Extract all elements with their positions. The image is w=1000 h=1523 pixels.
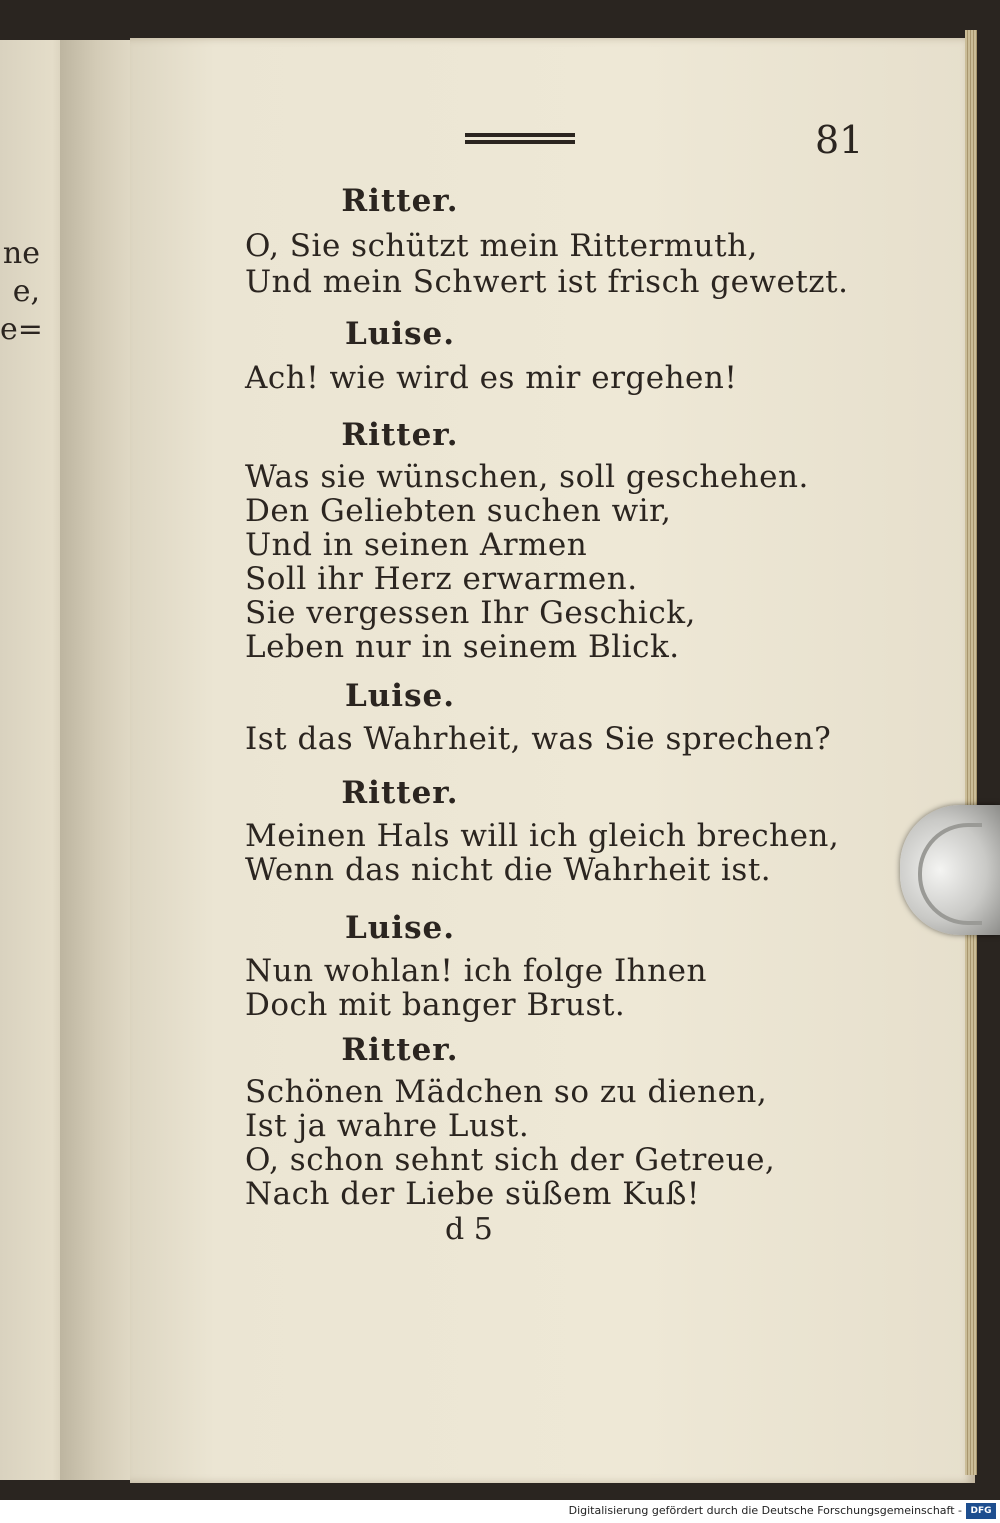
verse-line: Ist das Wahrheit, was Sie sprechen? bbox=[245, 721, 832, 757]
funding-credit: Digitalisierung gefördert durch die Deutsche Forschungsgemeinschaft - bbox=[568, 1504, 962, 1517]
speaker-label: Ritter. bbox=[341, 1032, 459, 1068]
left-page-text-fragments bbox=[0, 235, 43, 349]
page-clip bbox=[900, 805, 1000, 935]
footer-bar bbox=[0, 1500, 1000, 1523]
verse-line: Und mein Schwert ist frisch gewetzt. bbox=[245, 264, 849, 300]
verse-line: Meinen Hals will ich gleich brechen, bbox=[245, 818, 840, 854]
left-fragment: e, bbox=[12, 274, 40, 309]
verse-line: Den Geliebten suchen wir, bbox=[245, 493, 672, 529]
signature-mark: d 5 bbox=[445, 1212, 493, 1247]
speaker-label: Luise. bbox=[344, 316, 456, 352]
verse-line: Soll ihr Herz erwarmen. bbox=[245, 561, 638, 597]
verse-line: Ach! wie wird es mir ergehen! bbox=[245, 360, 738, 396]
speaker-label: Ritter. bbox=[341, 183, 459, 219]
speaker-label: Luise. bbox=[344, 678, 456, 714]
verse-line: Was sie wünschen, soll geschehen. bbox=[245, 459, 809, 495]
verse-line: Wenn das nicht die Wahrheit ist. bbox=[245, 852, 772, 888]
verse-line: Nach der Liebe süßem Kuß! bbox=[245, 1176, 700, 1212]
verse-line: O, Sie schützt mein Rittermuth, bbox=[245, 228, 758, 264]
dfg-logo: DFG bbox=[966, 1503, 996, 1519]
verse-line: Nun wohlan! ich folge Ihnen bbox=[245, 953, 707, 989]
verse-line: Leben nur in seinem Blick. bbox=[245, 629, 680, 665]
verse-line: Doch mit banger Brust. bbox=[245, 987, 626, 1023]
page-block-edge bbox=[965, 30, 977, 1475]
page-number: 81 bbox=[815, 118, 864, 162]
verse-line: Sie vergessen Ihr Geschick, bbox=[245, 595, 696, 631]
speaker-label: Ritter. bbox=[341, 417, 459, 453]
left-fragment: ne bbox=[2, 236, 40, 271]
speaker-label: Ritter. bbox=[341, 775, 459, 811]
verse-line: Ist ja wahre Lust. bbox=[245, 1108, 530, 1144]
verse-line: Schönen Mädchen so zu dienen, bbox=[245, 1074, 768, 1110]
speaker-label: Luise. bbox=[344, 910, 456, 946]
verse-line: O, schon sehnt sich der Getreue, bbox=[245, 1142, 776, 1178]
header-rule bbox=[465, 133, 575, 147]
left-fragment: e= bbox=[0, 312, 43, 347]
verse-line: Und in seinen Armen bbox=[245, 527, 588, 563]
